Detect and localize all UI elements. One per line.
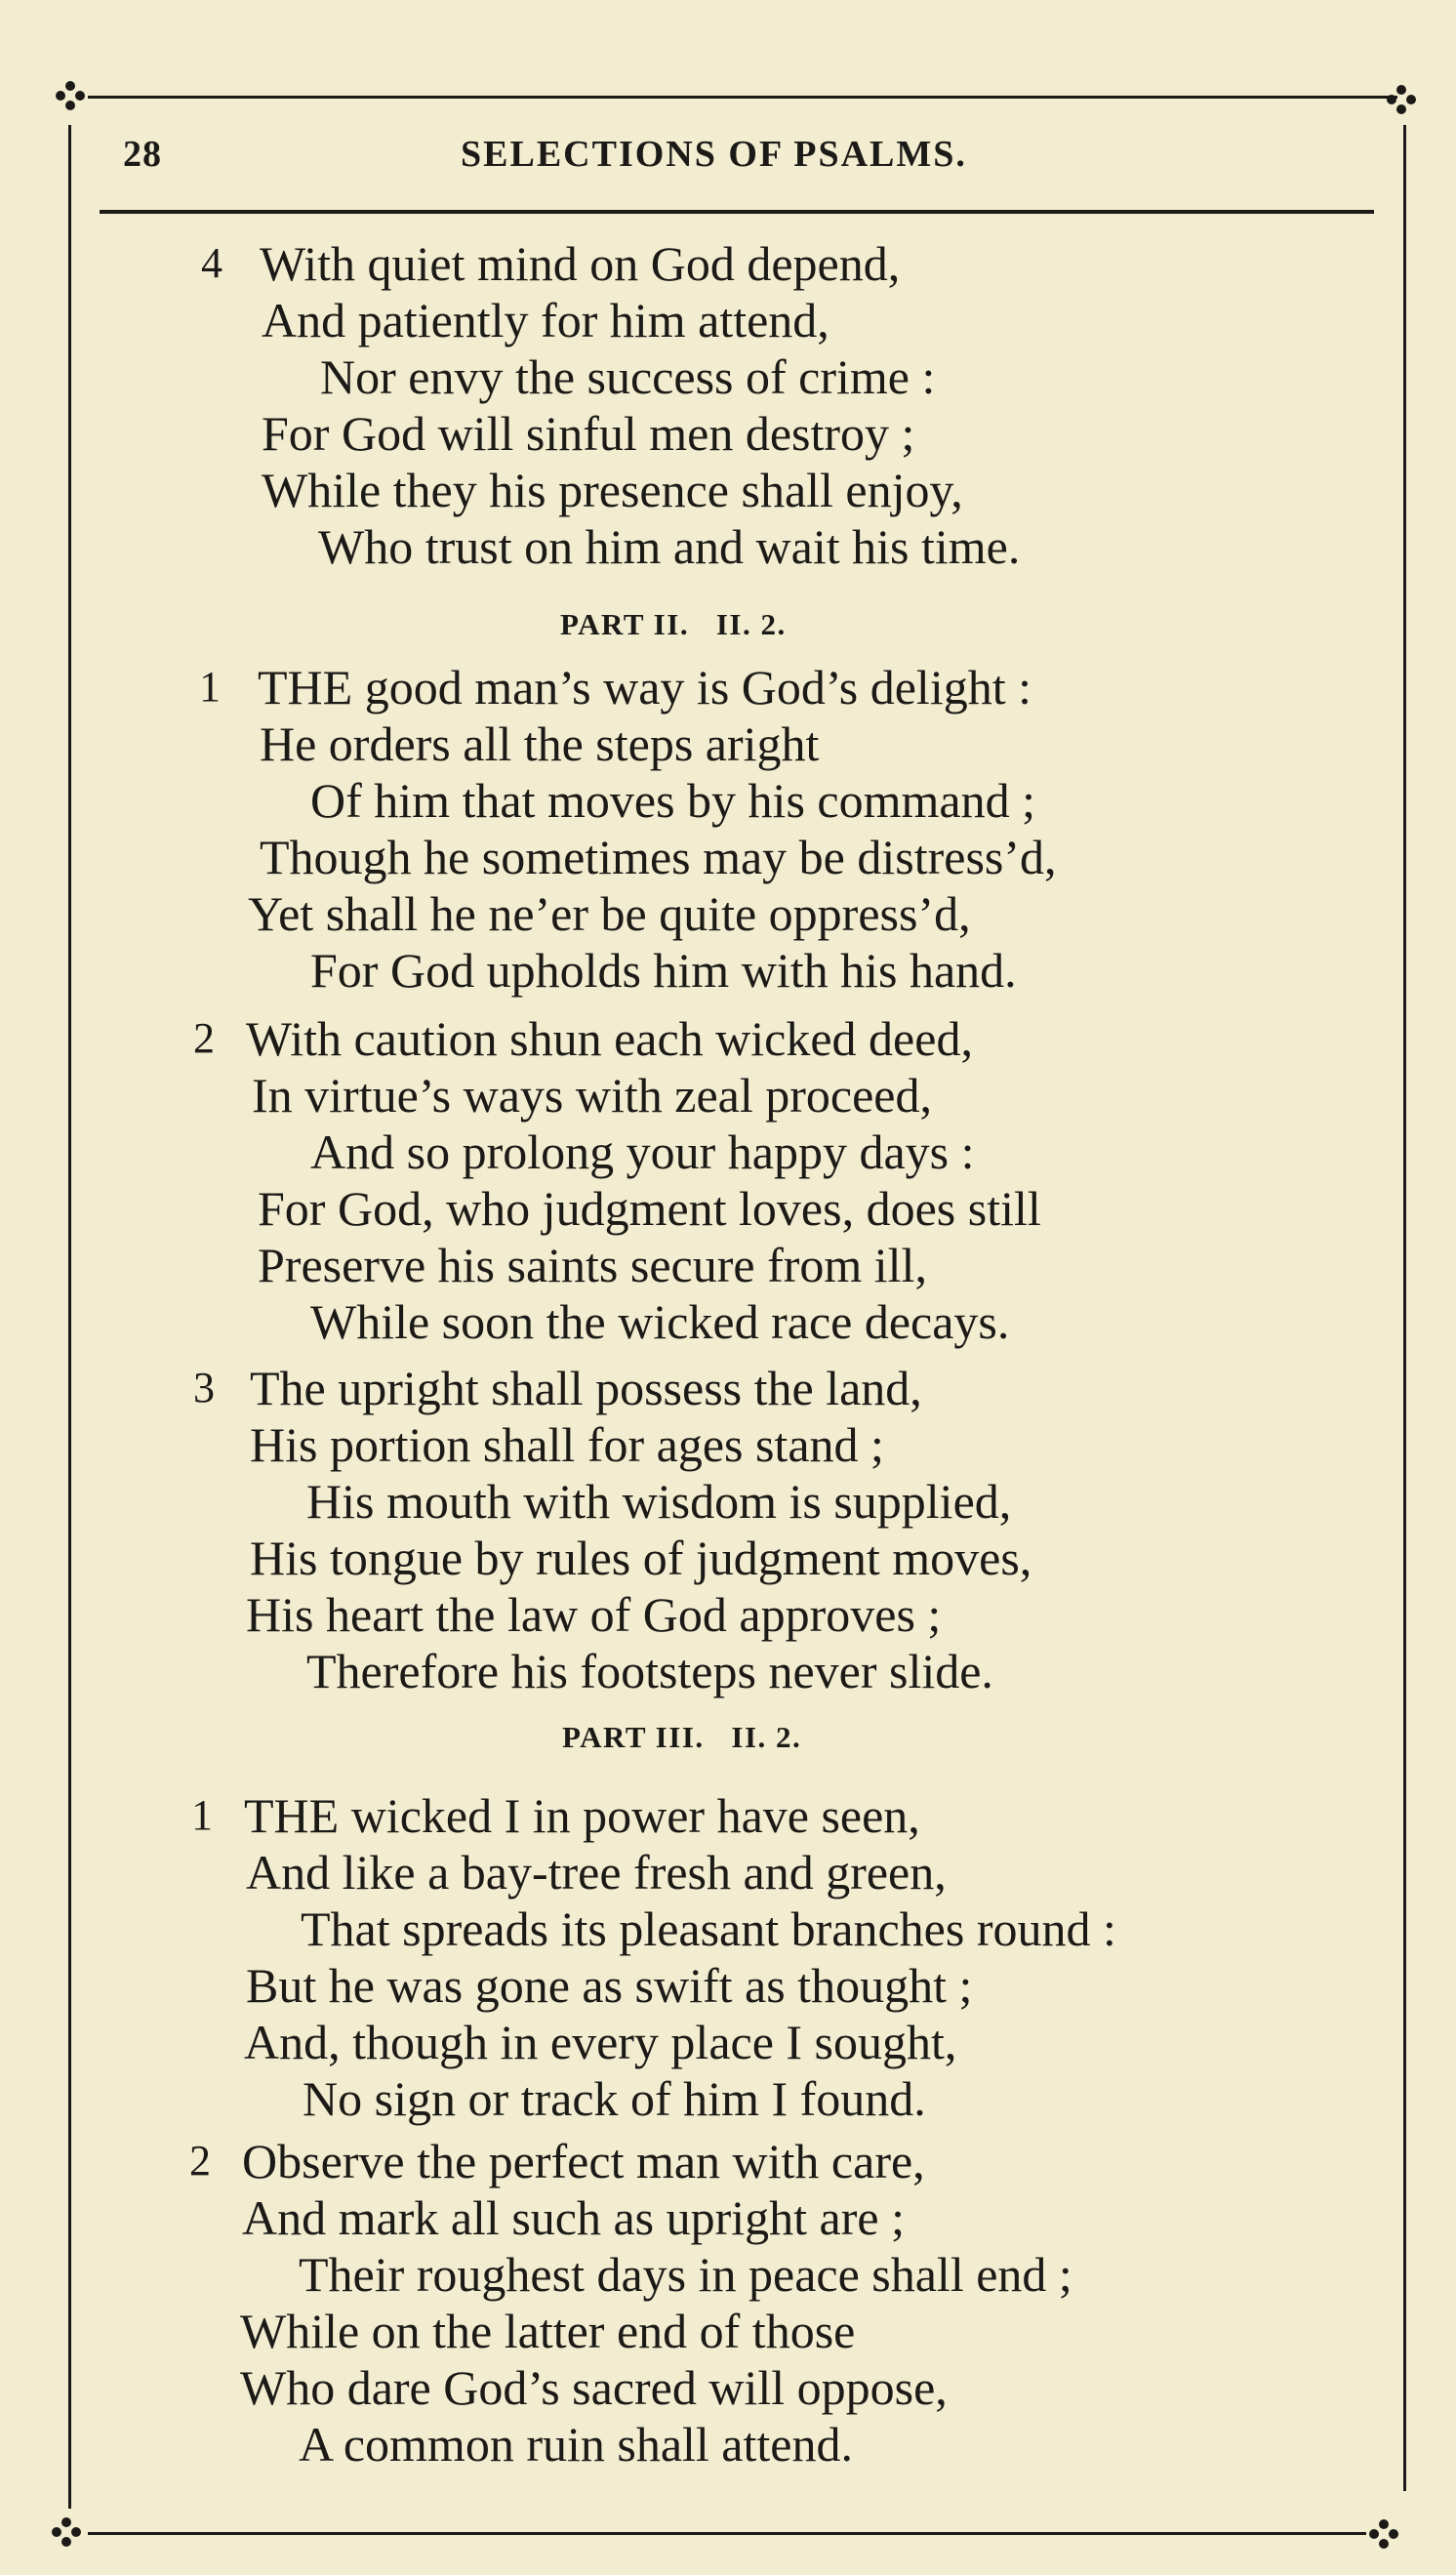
verse-line: And like a bay-tree fresh and green, xyxy=(246,1845,947,1900)
verse-line: And patiently for him attend, xyxy=(262,293,829,347)
part-heading: PART III. II. 2. xyxy=(562,1720,802,1754)
verse-line: He orders all the steps aright xyxy=(260,716,820,771)
stanza-number: 2 xyxy=(189,2137,211,2185)
verse-line: While soon the wicked race decays. xyxy=(310,1294,1010,1349)
verse-line: But he was gone as swift as thought ; xyxy=(246,1958,973,2013)
verse-line: While on the latter end of those xyxy=(240,2304,856,2358)
verse-line: With caution shun each wicked deed, xyxy=(246,1011,973,1066)
verse-line: A common ruin shall attend. xyxy=(299,2417,853,2472)
verse-line: THE good man’s way is God’s delight : xyxy=(258,660,1031,715)
verse-line: Their roughest days in peace shall end ; xyxy=(299,2247,1072,2302)
verse-line: His heart the law of God approves ; xyxy=(246,1587,942,1642)
verse-line: Of him that moves by his command ; xyxy=(310,773,1035,828)
verse-line: His mouth with wisdom is supplied, xyxy=(306,1474,1012,1529)
verse-line: Yet shall he ne’er be quite oppress’d, xyxy=(248,886,971,941)
verse-line: That spreads its pleasant branches round : xyxy=(301,1901,1116,1956)
verse-line: And so prolong your happy days : xyxy=(310,1124,975,1179)
running-title: SELECTIONS OF PSALMS. xyxy=(461,134,967,175)
stanza-number: 2 xyxy=(193,1014,215,1062)
verse-line: In virtue’s ways with zeal proceed, xyxy=(252,1068,932,1123)
verse-line: And mark all such as upright are ; xyxy=(242,2190,905,2245)
verse-line: And, though in every place I sought, xyxy=(244,2015,957,2069)
verse-line: With quiet mind on God depend, xyxy=(260,236,901,291)
verse-line: THE wicked I in power have seen, xyxy=(244,1788,920,1843)
verse-line: While they his presence shall enjoy, xyxy=(262,463,963,517)
verse-line: Who trust on him and wait his time. xyxy=(318,519,1021,574)
stanza-number: 4 xyxy=(201,239,222,287)
part-heading: PART II. II. 2. xyxy=(560,607,787,641)
verse-line: No sign or track of him I found. xyxy=(303,2071,926,2126)
verse-line: Who dare God’s sacred will oppose, xyxy=(240,2360,948,2415)
verse-line: Observe the perfect man with care, xyxy=(242,2134,925,2188)
verse-line: His portion shall for ages stand ; xyxy=(250,1417,884,1472)
verse-line: The upright shall possess the land, xyxy=(250,1361,922,1415)
stanza-number: 1 xyxy=(199,663,221,711)
stanza-number: 3 xyxy=(193,1364,215,1411)
verse-line: Therefore his footsteps never slide. xyxy=(306,1644,993,1698)
verse-line: For God will sinful men destroy ; xyxy=(262,406,915,461)
verse-line: For God upholds him with his hand. xyxy=(310,943,1017,998)
verse-line: Nor envy the success of crime : xyxy=(320,349,936,404)
verse-line: Preserve his saints secure from ill, xyxy=(258,1238,927,1292)
verse-line: His tongue by rules of judgment moves, xyxy=(250,1531,1032,1585)
page-number: 28 xyxy=(123,134,162,175)
stanza-number: 1 xyxy=(191,1791,213,1839)
verse-line: Though he sometimes may be distress’d, xyxy=(260,830,1057,884)
verse-line: For God, who judgment loves, does still xyxy=(258,1181,1041,1236)
